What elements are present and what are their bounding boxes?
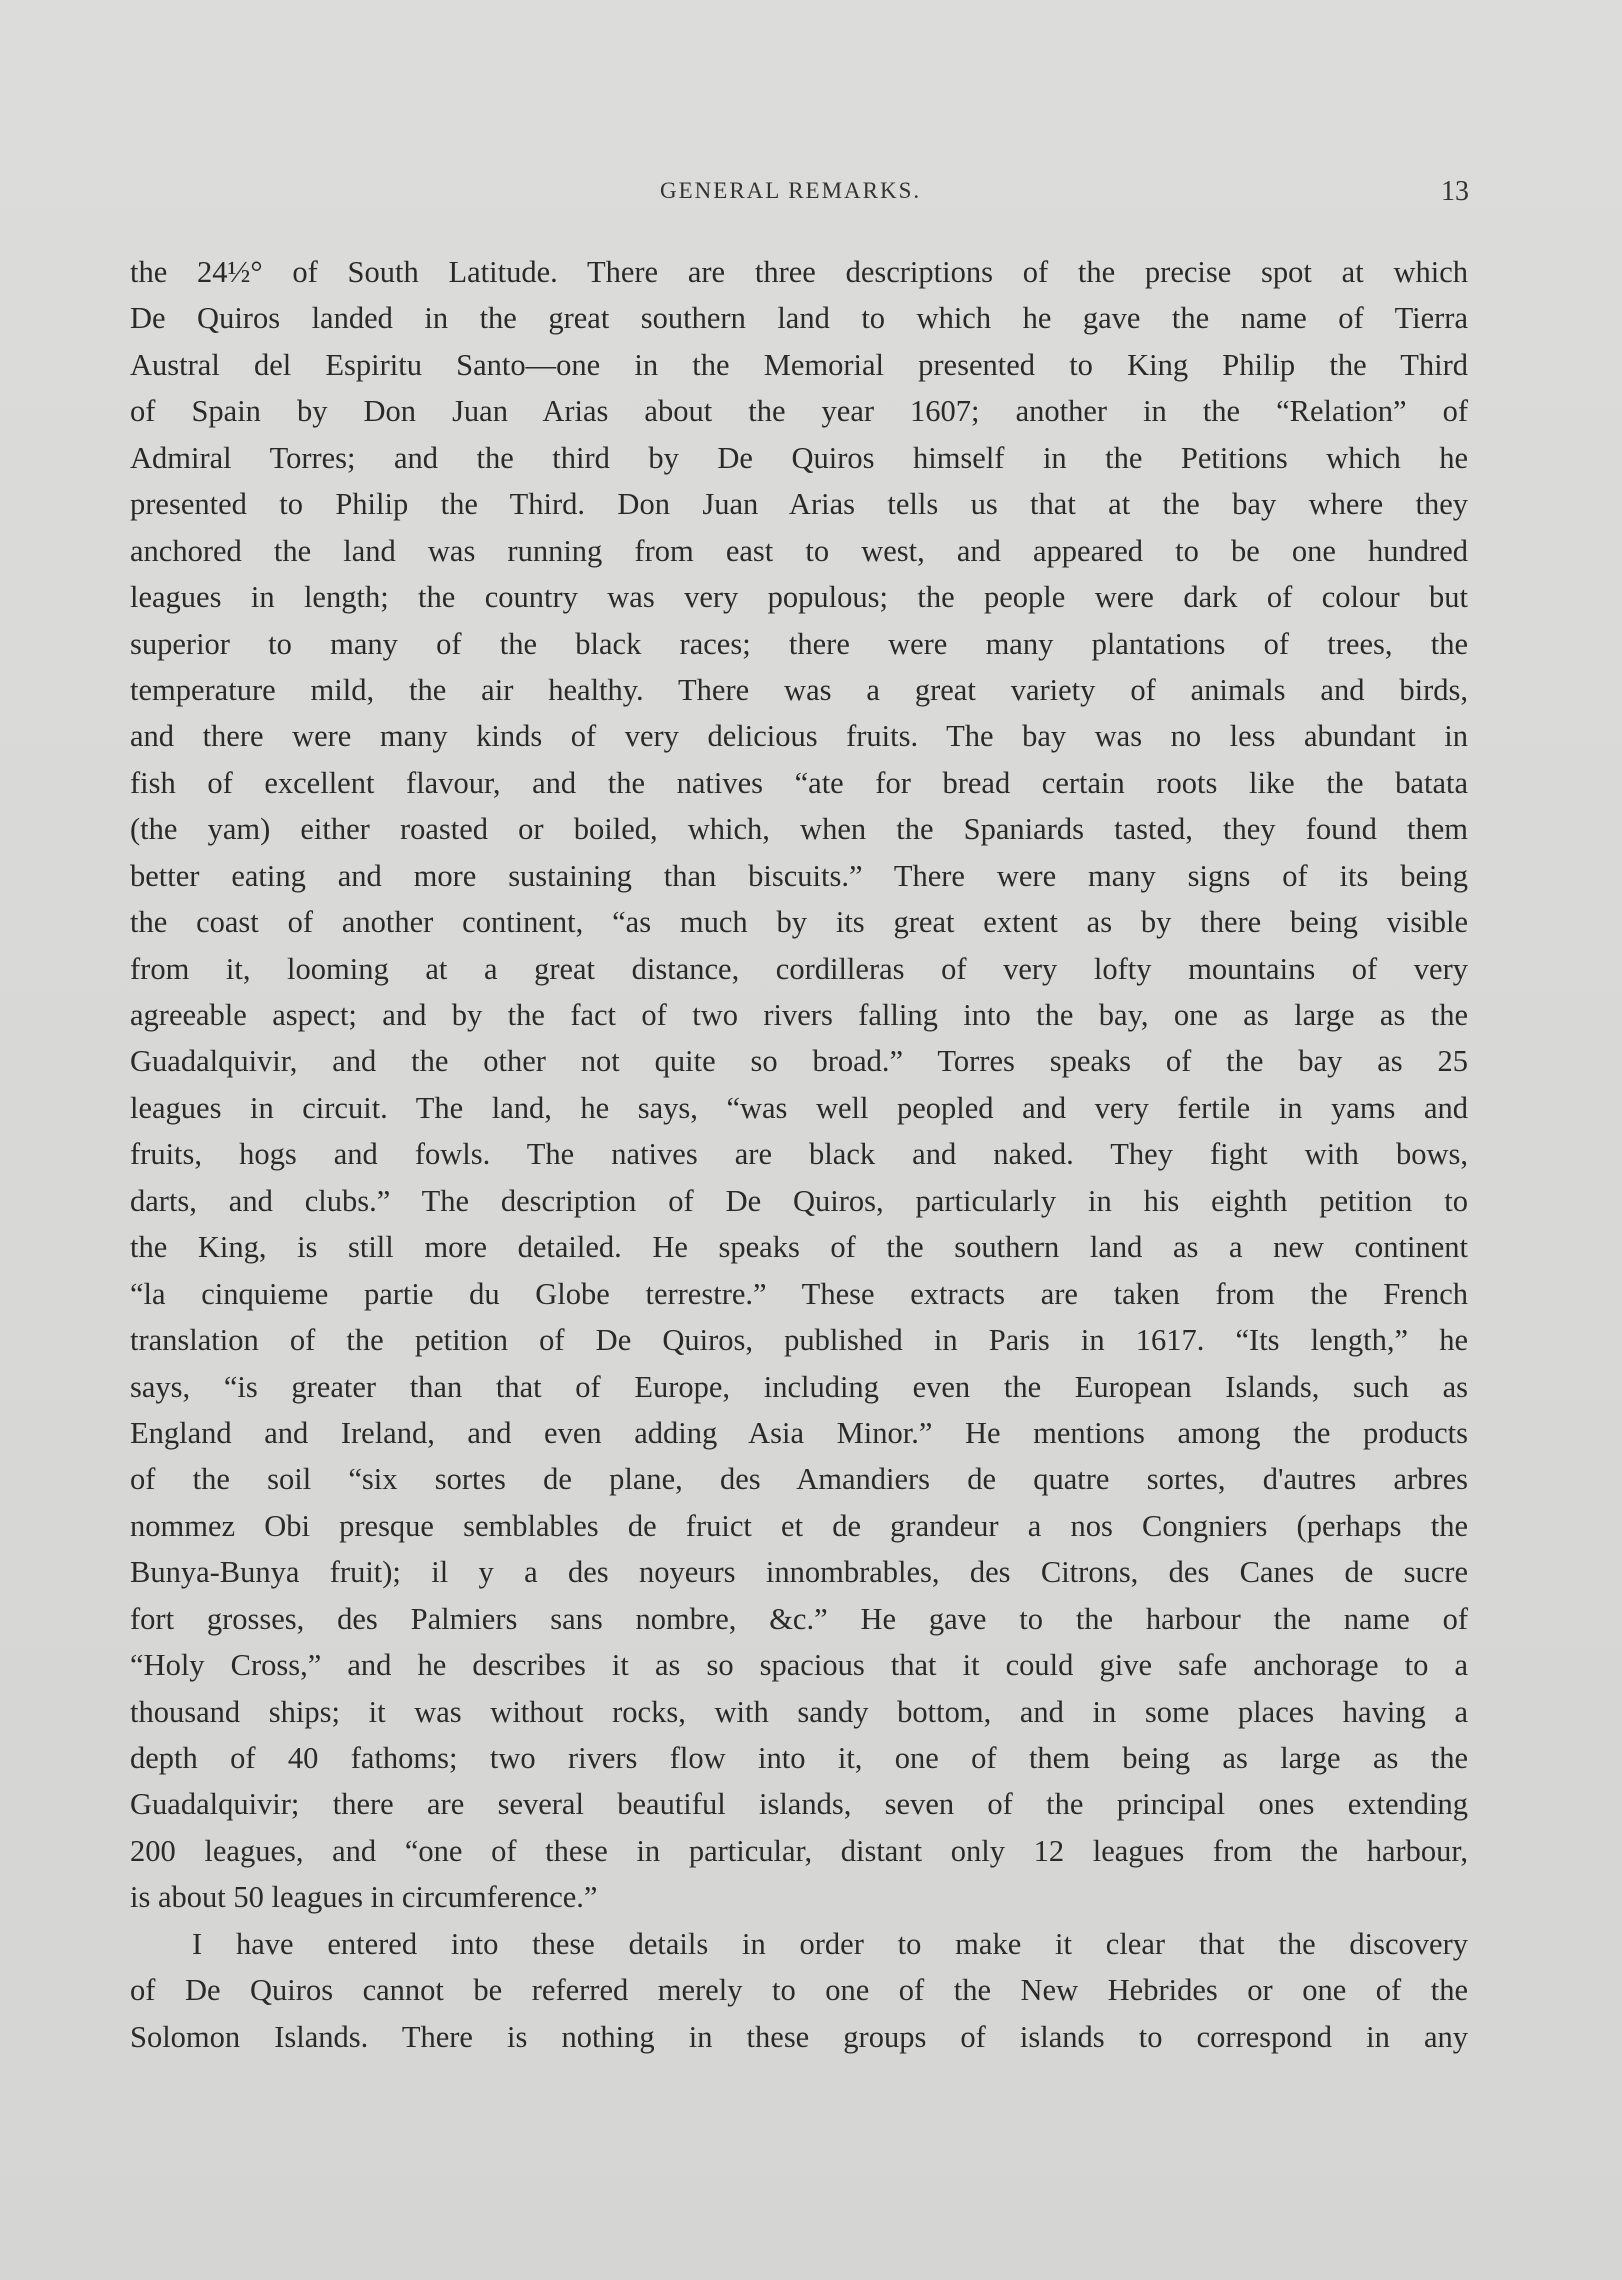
text-line: England and Ireland, and even adding Asia Minor.” He mentions among the products [130, 1415, 1468, 1450]
text-line: anchored the land was running from east to west, and appeared to be one hundred [130, 533, 1468, 568]
text-line: better eating and more sustaining than biscuits.” There were many signs of its being [130, 858, 1468, 893]
page-number: 13 [1441, 176, 1469, 207]
text-line: (the yam) either roasted or boiled, which, when the Spaniards tasted, they found them [130, 812, 1468, 847]
text-line: of De Quiros cannot be referred merely to one of the New Hebrides or one of the [130, 1973, 1468, 2008]
paragraph-2 [130, 1921, 1468, 2060]
text-line: darts, and clubs.” The description of De Quiros, particularly in his eighth petition to [130, 1183, 1468, 1218]
text-line: nommez Obi presque semblables de fruict et de grandeur a nos Congniers (perhaps the [130, 1508, 1468, 1543]
text-line: fish of excellent flavour, and the natives “ate for bread certain roots like the batata [130, 765, 1468, 800]
text-line: and there were many kinds of very delicious fruits. The bay was no less abundant in [130, 719, 1468, 754]
text-line: the 24½° of South Latitude. There are three descriptions of the precise spot at which [130, 255, 1468, 289]
text-line: thousand ships; it was without rocks, with sandy bottom, and in some places having a [130, 1694, 1468, 1729]
text-line: leagues in length; the country was very populous; the people were dark of colour but [130, 580, 1468, 615]
text-line: leagues in circuit. The land, he says, “was well peopled and very fertile in yams and [130, 1090, 1468, 1125]
text-line: Guadalquivir, and the other not quite so broad.” Torres speaks of the bay as 25 [130, 1044, 1468, 1079]
text-line: fort grosses, des Palmiers sans nombre, &c.” He gave to the harbour the name of [130, 1601, 1468, 1636]
text-line: says, “is greater than that of Europe, including even the European Islands, such as [130, 1369, 1468, 1404]
text-line: presented to Philip the Third. Don Juan Arias tells us that at the bay where they [130, 487, 1468, 522]
text-line: from it, looming at a great distance, cordilleras of very lofty mountains of very [130, 951, 1468, 986]
text-line: “Holy Cross,” and he describes it as so spacious that it could give safe anchorage to a [130, 1648, 1468, 1683]
text-line: Austral del Espiritu Santo—one in the Memorial presented to King Philip the Third [130, 347, 1468, 382]
text-line: superior to many of the black races; there were many plantations of trees, the [130, 626, 1468, 661]
text-line: of the soil “six sortes de plane, des Amandiers de quatre sortes, d'autres arbres [130, 1462, 1468, 1497]
text-line: is about 50 leagues in circumference.” [130, 1880, 598, 1915]
text-line: the King, is still more detailed. He speaks of the southern land as a new continent [130, 1230, 1468, 1265]
text-line: Admiral Torres; and the third by De Quiros himself in the Petitions which he [130, 440, 1468, 475]
text-line: Solomon Islands. There is nothing in these groups of islands to correspond in any [130, 2019, 1468, 2054]
paragraph-1 [130, 249, 1468, 1921]
text-line: Bunya-Bunya fruit); il y a des noyeurs innombrables, des Citrons, des Canes de sucre [130, 1555, 1468, 1590]
text-line: depth of 40 fathoms; two rivers flow into it, one of them being as large as the [130, 1741, 1468, 1775]
text-line: 200 leagues, and “one of these in particular, distant only 12 leagues from the harbour, [130, 1833, 1468, 1868]
text-line: translation of the petition of De Quiros, published in Paris in 1617. “Its length,” he [130, 1323, 1468, 1358]
text-line: Guadalquivir; there are several beautiful islands, seven of the principal ones extending [130, 1787, 1468, 1822]
text-line: the coast of another continent, “as much by its great extent as by there being visible [130, 905, 1468, 940]
text-line: “la cinquieme partie du Globe terrestre.” These extracts are taken from the French [130, 1276, 1468, 1311]
text-line: De Quiros landed in the great southern land to which he gave the name of Tierra [130, 301, 1468, 336]
text-line: agreeable aspect; and by the fact of two rivers falling into the bay, one as large as the [130, 998, 1468, 1032]
text-line: fruits, hogs and fowls. The natives are black and naked. They fight with bows, [130, 1137, 1468, 1172]
text-line: of Spain by Don Juan Arias about the year 1607; another in the “Relation” of [130, 394, 1468, 429]
text-line: I have entered into these details in order to make it clear that the discovery [192, 1926, 1468, 1961]
text-line: temperature mild, the air healthy. There was a great variety of animals and birds, [130, 672, 1468, 707]
running-head: GENERAL REMARKS. [660, 178, 922, 203]
body-text [130, 249, 1468, 2060]
